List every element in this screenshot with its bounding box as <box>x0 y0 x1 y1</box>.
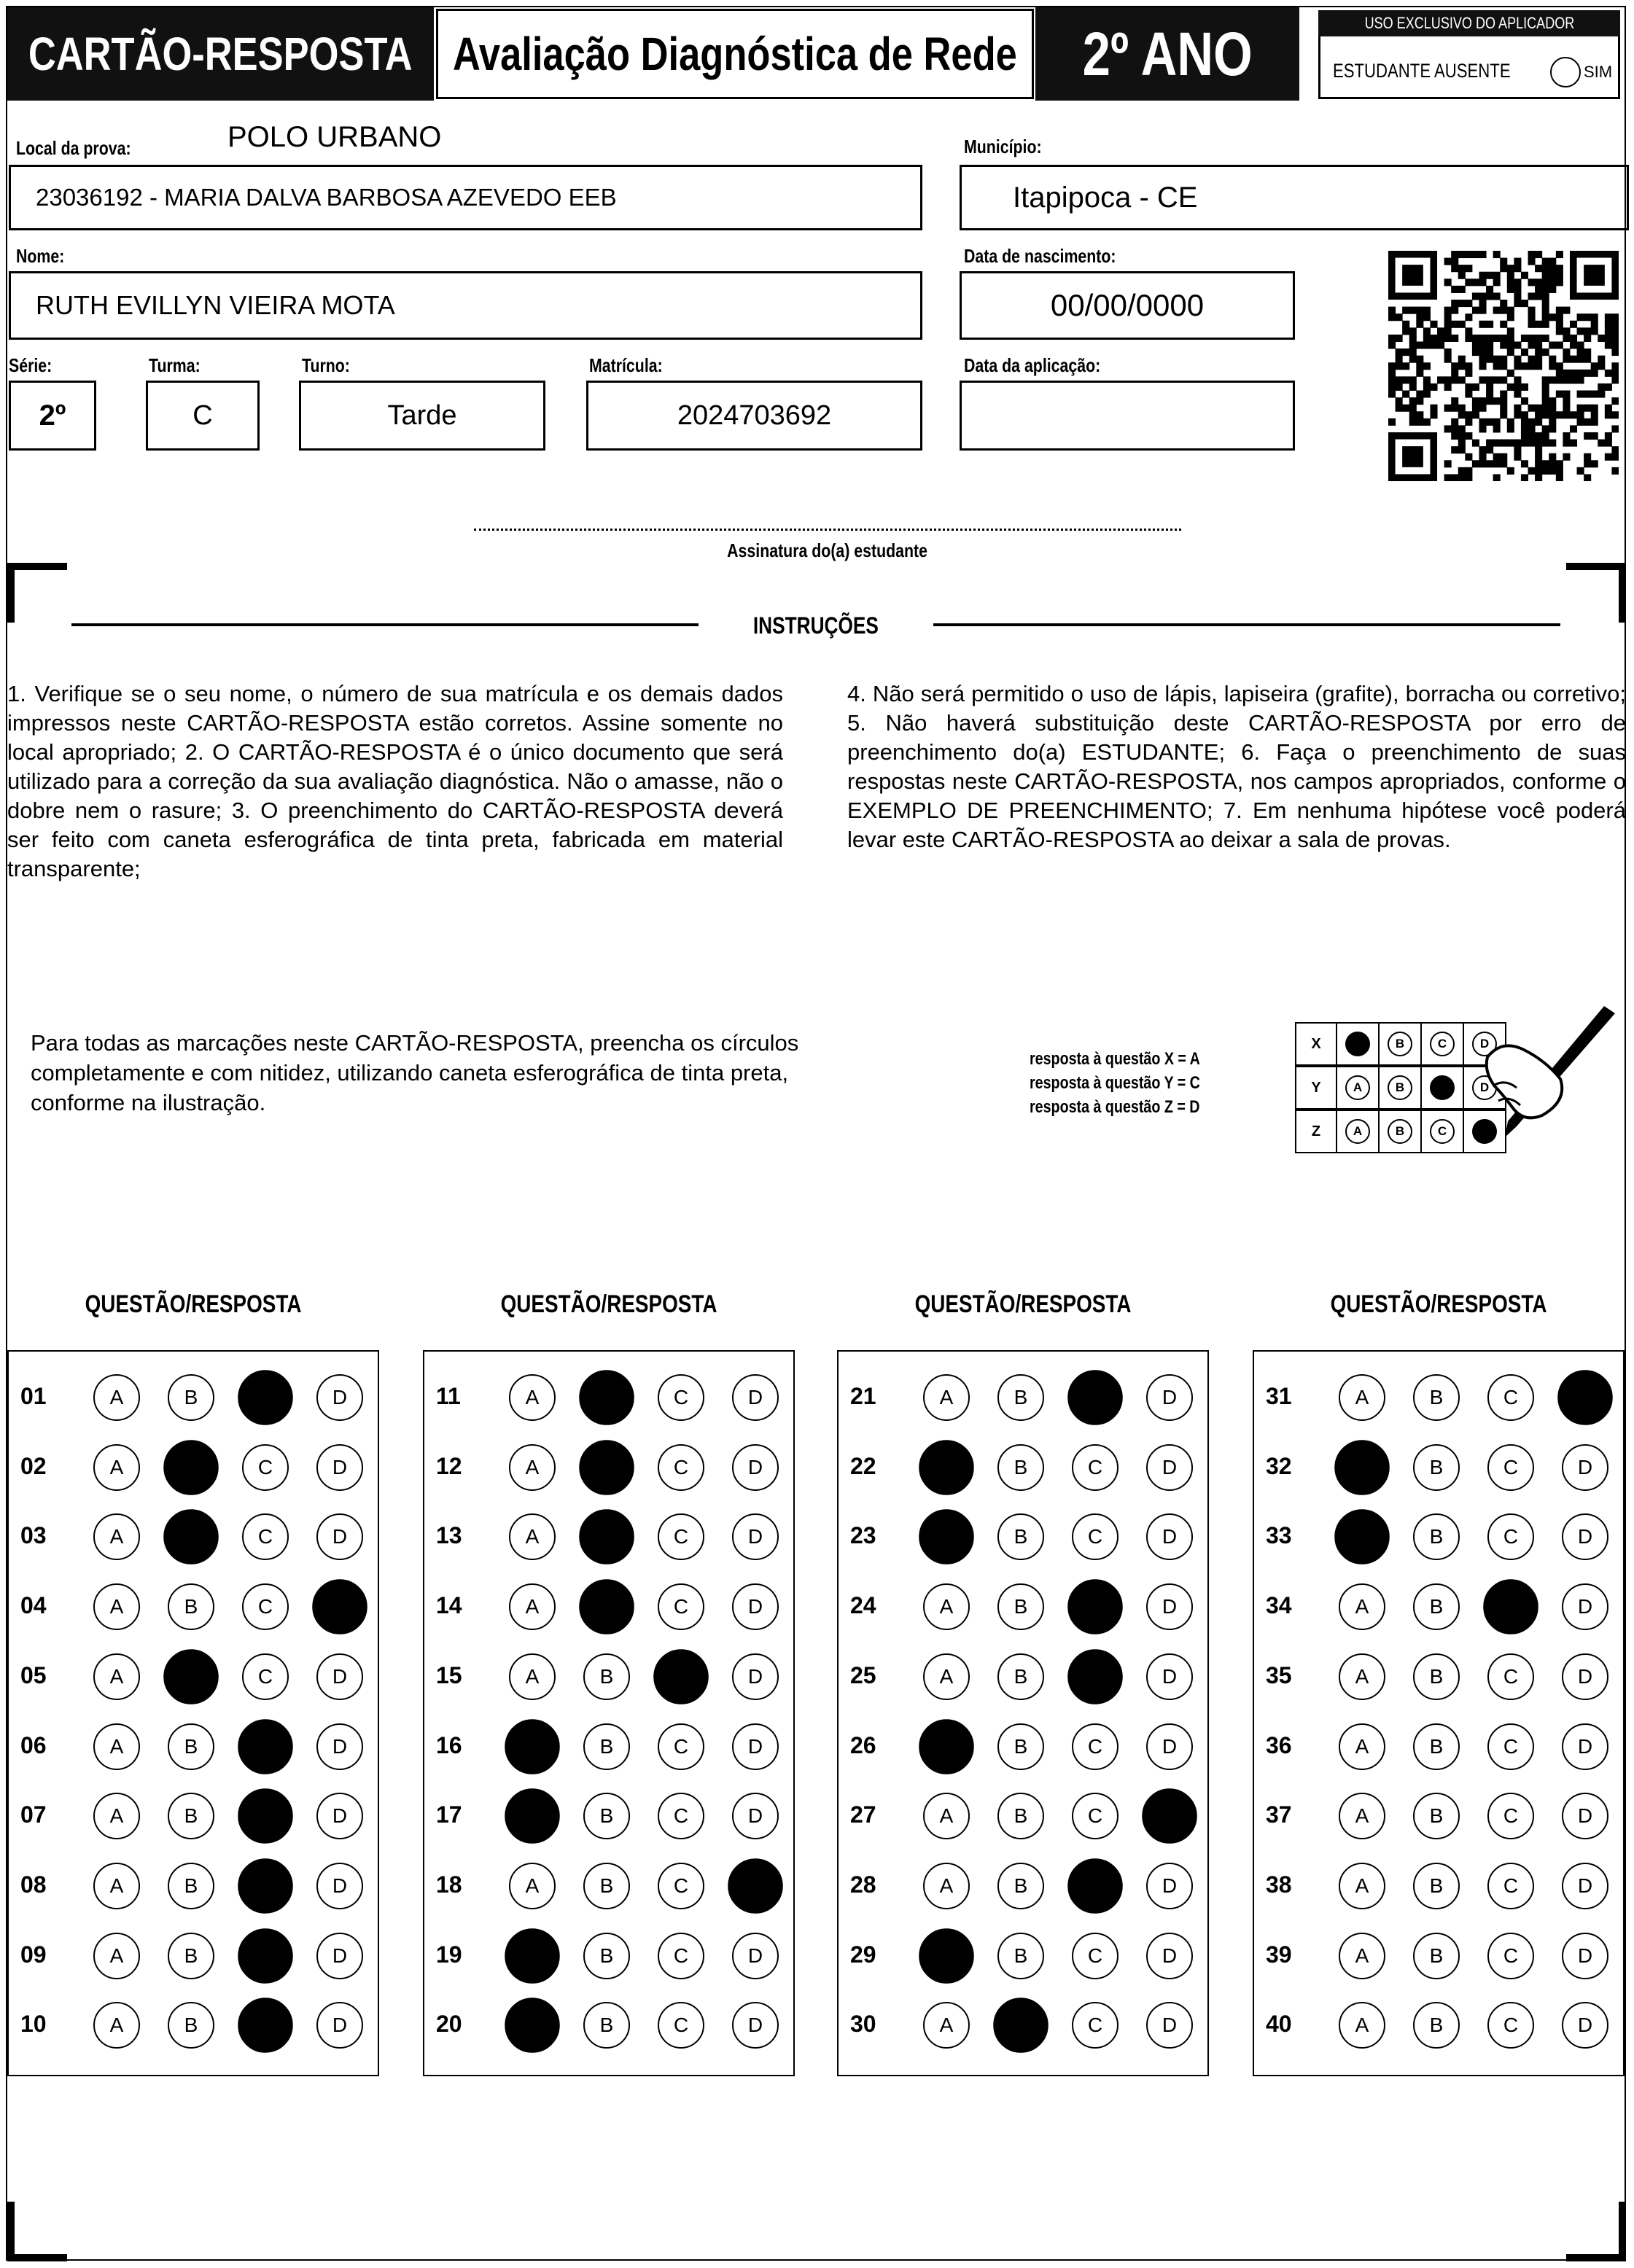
answer-bubble-q37-a[interactable]: A <box>1339 1793 1385 1839</box>
answer-bubble-q11-c[interactable]: C <box>658 1374 704 1421</box>
answer-bubble-q25-a[interactable]: A <box>923 1653 970 1700</box>
answer-bubble-q37-d[interactable]: D <box>1562 1793 1608 1839</box>
answer-bubble-q21-a[interactable]: A <box>923 1374 970 1421</box>
answer-bubble-q29-d[interactable]: D <box>1146 1933 1193 1979</box>
answer-bubble-q11-b[interactable]: B <box>579 1370 634 1425</box>
pen-hand-icon <box>1473 999 1626 1145</box>
answer-bubble-q03-b[interactable]: B <box>163 1510 219 1565</box>
answer-bubble-q28-c[interactable]: C <box>1067 1858 1123 1914</box>
answer-bubble-q09-d[interactable]: D <box>316 1933 363 1979</box>
answer-bubble-q17-b[interactable]: B <box>583 1793 630 1839</box>
qr-code-icon <box>1388 251 1619 481</box>
example-bubble-x-c: C <box>1430 1032 1455 1056</box>
answer-bubble-q40-b[interactable]: B <box>1413 2002 1460 2049</box>
answer-bubble-q40-a[interactable]: A <box>1339 2002 1385 2049</box>
answer-bubble-q39-c[interactable]: C <box>1487 1933 1534 1979</box>
example-cell <box>1336 1022 1380 1066</box>
example-line-x: resposta à questão X = A <box>1030 1049 1200 1069</box>
question-number: 03 <box>20 1522 47 1549</box>
exam-subtitle: Avaliação Diagnóstica de Rede <box>453 28 1017 80</box>
answer-bubble-q30-a[interactable]: A <box>923 2002 970 2049</box>
answer-bubble-q36-b[interactable]: B <box>1413 1723 1460 1770</box>
answer-bubble-q40-c[interactable]: C <box>1487 2002 1534 2049</box>
answer-bubble-q20-a[interactable]: A <box>505 1998 560 2054</box>
question-number: 28 <box>850 1871 876 1898</box>
answer-bubble-q19-c[interactable]: C <box>658 1933 704 1979</box>
example-line-y: resposta à questão Y = C <box>1030 1073 1200 1093</box>
example-bubble-y-d: D <box>1472 1075 1497 1100</box>
matricula-label: Matrícula: <box>589 354 663 376</box>
answer-bubble-q27-a[interactable]: A <box>923 1793 970 1839</box>
applicator-title: USO EXCLUSIVO DO APLICADOR <box>1364 14 1574 32</box>
example-bubble-z-b: B <box>1388 1119 1412 1144</box>
answer-bubble-q28-b[interactable]: B <box>997 1863 1044 1909</box>
answer-bubble-q01-d[interactable]: D <box>316 1374 363 1421</box>
answer-bubble-q12-d[interactable]: D <box>732 1444 779 1491</box>
answer-bubble-q21-d[interactable]: D <box>1146 1374 1193 1421</box>
absent-checkbox[interactable] <box>1550 57 1581 87</box>
question-number: 16 <box>436 1731 462 1758</box>
answer-bubble-q16-c[interactable]: C <box>658 1723 704 1770</box>
answer-bubble-q24-a[interactable]: A <box>923 1583 970 1630</box>
answer-bubble-q15-d[interactable]: D <box>732 1653 779 1700</box>
example-bubble-y-c <box>1430 1075 1455 1100</box>
turno-field <box>299 381 545 451</box>
nasc-label: Data de nascimento: <box>964 245 1116 267</box>
answer-bubble-q38-d[interactable]: D <box>1562 1863 1608 1909</box>
answer-bubble-q24-d[interactable]: D <box>1146 1583 1193 1630</box>
answer-bubble-q27-d[interactable]: D <box>1142 1788 1197 1844</box>
grade-block <box>1035 7 1299 101</box>
question-number: 26 <box>850 1731 876 1758</box>
question-number: 23 <box>850 1522 876 1549</box>
answer-bubble-q20-b[interactable]: B <box>583 2002 630 2049</box>
answer-bubble-q35-d[interactable]: D <box>1562 1653 1608 1700</box>
answer-bubble-q12-c[interactable]: C <box>658 1444 704 1491</box>
corner-mark-bl-v <box>7 2202 15 2261</box>
question-number: 17 <box>436 1801 462 1828</box>
question-number: 37 <box>1266 1801 1292 1828</box>
question-number: 11 <box>436 1383 461 1409</box>
answer-bubble-q23-b[interactable]: B <box>997 1513 1044 1560</box>
answer-column-header: QUESTÃO/RESPOSTA <box>500 1290 717 1318</box>
answer-bubble-q06-b[interactable]: B <box>168 1723 214 1770</box>
question-number: 04 <box>20 1592 47 1619</box>
answer-column-header: QUESTÃO/RESPOSTA <box>85 1290 302 1318</box>
answer-bubble-q04-c[interactable]: C <box>242 1583 289 1630</box>
municipio-value: Itapipoca - CE <box>1013 181 1198 214</box>
answer-bubble-q29-a[interactable]: A <box>919 1928 974 1984</box>
answer-bubble-q08-d[interactable]: D <box>316 1863 363 1909</box>
answer-bubble-q06-a[interactable]: A <box>93 1723 140 1770</box>
serie-field <box>9 381 96 451</box>
answer-bubble-q15-b[interactable]: B <box>583 1653 630 1700</box>
fill-note: Para todas as marcações neste CARTÃO-RESPOSTA, preencha os círculos completamente e com nitidez, utilizando caneta esferográfica de tinta preta, conforme na ilustração. <box>31 1030 799 1115</box>
question-number: 12 <box>436 1452 462 1479</box>
question-number: 07 <box>20 1801 47 1828</box>
question-number: 22 <box>850 1452 876 1479</box>
answer-bubble-q21-c[interactable]: C <box>1067 1370 1123 1425</box>
example-cell <box>1378 1022 1422 1066</box>
answer-bubble-q07-d[interactable]: D <box>316 1793 363 1839</box>
answer-bubble-q33-c[interactable]: C <box>1487 1513 1534 1560</box>
answer-bubble-q20-d[interactable]: D <box>732 2002 779 2049</box>
answer-bubble-q28-a[interactable]: A <box>923 1863 970 1909</box>
corner-mark-tl-v <box>7 563 15 623</box>
answer-bubble-q22-c[interactable]: C <box>1072 1444 1118 1491</box>
answer-bubble-q34-c[interactable]: C <box>1483 1579 1538 1634</box>
answer-bubble-q14-c[interactable]: C <box>658 1583 704 1630</box>
local-value: POLO URBANO <box>227 121 442 153</box>
corner-mark-tl <box>7 563 67 570</box>
serie-label: Série: <box>9 354 52 376</box>
answer-bubble-q02-d[interactable]: D <box>316 1444 363 1491</box>
answer-bubble-q13-b[interactable]: B <box>579 1510 634 1565</box>
answer-bubble-q13-c[interactable]: C <box>658 1513 704 1560</box>
corner-mark-br <box>1566 2254 1626 2261</box>
answer-bubble-q38-a[interactable]: A <box>1339 1863 1385 1909</box>
answer-bubble-q31-d[interactable]: D <box>1557 1370 1613 1425</box>
instructions-left: 1. Verifique se o seu nome, o número de sua matrícula e os demais dados impressos neste CARTÃO-RESPOSTA estão corretos. Assine somente no local apropriado; 2. O CARTÃO-RESPOSTA é o único documento que será utilizado para a correção da sua avaliação diagnóstica. Não o amasse, não o dobre nem o rasure; 3. O preenchimento do CARTÃO-RESPOSTA deverá ser feito com caneta esferográfica de tinta preta, fabricada em material transparente; <box>7 681 783 881</box>
answer-bubble-q03-a[interactable]: A <box>93 1513 140 1560</box>
answer-bubble-q16-d[interactable]: D <box>732 1723 779 1770</box>
answer-bubble-q14-b[interactable]: B <box>579 1579 634 1634</box>
answer-bubble-q23-c[interactable]: C <box>1072 1513 1118 1560</box>
example-bubble-z-c: C <box>1430 1119 1455 1144</box>
nome-value: RUTH EVILLYN VIEIRA MOTA <box>36 290 395 320</box>
question-number: 35 <box>1266 1661 1292 1688</box>
example-bubble-x-a <box>1345 1032 1370 1056</box>
answer-bubble-q15-c[interactable]: C <box>653 1649 709 1704</box>
answer-bubble-q14-d[interactable]: D <box>732 1583 779 1630</box>
answer-bubble-q30-d[interactable]: D <box>1146 2002 1193 2049</box>
answer-bubble-q31-b[interactable]: B <box>1413 1374 1460 1421</box>
answer-bubble-q31-c[interactable]: C <box>1487 1374 1534 1421</box>
answer-bubble-q17-a[interactable]: A <box>505 1788 560 1844</box>
example-legend <box>1030 1047 1237 1119</box>
title-block <box>7 7 434 101</box>
turma-label: Turma: <box>149 354 201 376</box>
question-number: 29 <box>850 1941 876 1968</box>
answer-bubble-q28-d[interactable]: D <box>1146 1863 1193 1909</box>
answer-bubble-q07-a[interactable]: A <box>93 1793 140 1839</box>
answer-bubble-q07-b[interactable]: B <box>168 1793 214 1839</box>
answer-column-header: QUESTÃO/RESPOSTA <box>914 1290 1132 1318</box>
answer-bubble-q09-b[interactable]: B <box>168 1933 214 1979</box>
question-number: 33 <box>1266 1522 1292 1549</box>
example-line-z: resposta à questão Z = D <box>1030 1097 1200 1117</box>
answer-bubble-q02-a[interactable]: A <box>93 1444 140 1491</box>
example-bubble-y-b: B <box>1388 1075 1412 1100</box>
question-number: 27 <box>850 1801 876 1828</box>
answer-bubble-q05-b[interactable]: B <box>163 1649 219 1704</box>
answer-bubble-q29-c[interactable]: C <box>1072 1933 1118 1979</box>
question-number: 32 <box>1266 1452 1292 1479</box>
example-bubble-x-d: D <box>1472 1032 1497 1056</box>
corner-mark-bl <box>7 2254 67 2261</box>
turno-label: Turno: <box>302 354 350 376</box>
corner-mark-br-v <box>1619 2202 1626 2261</box>
answer-bubble-q32-b[interactable]: B <box>1413 1444 1460 1491</box>
instructions-rule-left <box>71 623 699 626</box>
answer-bubble-q19-a[interactable]: A <box>505 1928 560 1984</box>
answer-bubble-q18-b[interactable]: B <box>583 1863 630 1909</box>
question-number: 19 <box>436 1941 462 1968</box>
answer-bubble-q32-d[interactable]: D <box>1562 1444 1608 1491</box>
answer-bubble-q39-a[interactable]: A <box>1339 1933 1385 1979</box>
answer-bubble-q32-a[interactable]: A <box>1334 1440 1390 1495</box>
answer-bubble-q34-b[interactable]: B <box>1413 1583 1460 1630</box>
answer-bubble-q08-b[interactable]: B <box>168 1863 214 1909</box>
answer-bubble-q09-c[interactable]: C <box>238 1928 293 1984</box>
answer-bubble-q27-b[interactable]: B <box>997 1793 1044 1839</box>
turma-value: C <box>192 400 213 431</box>
answer-bubble-q07-c[interactable]: C <box>238 1788 293 1844</box>
answer-bubble-q33-a[interactable]: A <box>1334 1510 1390 1565</box>
answer-bubble-q30-c[interactable]: C <box>1072 2002 1118 2049</box>
answer-bubble-q23-a[interactable]: A <box>919 1510 974 1565</box>
answer-bubble-q06-d[interactable]: D <box>316 1723 363 1770</box>
question-number: 08 <box>20 1871 47 1898</box>
answer-bubble-q19-b[interactable]: B <box>583 1933 630 1979</box>
answer-bubble-q08-a[interactable]: A <box>93 1863 140 1909</box>
example-question-x: X <box>1295 1022 1337 1066</box>
nasc-field <box>960 271 1295 340</box>
answer-bubble-q21-b[interactable]: B <box>997 1374 1044 1421</box>
answer-bubble-q13-a[interactable]: A <box>509 1513 556 1560</box>
example-bubble-y-a: A <box>1345 1075 1370 1100</box>
answer-bubble-q26-c[interactable]: C <box>1072 1723 1118 1770</box>
applicator-box <box>1314 7 1626 104</box>
answer-bubble-q33-b[interactable]: B <box>1413 1513 1460 1560</box>
answer-bubble-q04-a[interactable]: A <box>93 1583 140 1630</box>
answer-bubble-q17-d[interactable]: D <box>732 1793 779 1839</box>
answer-bubble-q05-a[interactable]: A <box>93 1653 140 1700</box>
example-cell <box>1336 1110 1380 1153</box>
answer-bubble-q24-b[interactable]: B <box>997 1583 1044 1630</box>
question-number: 24 <box>850 1592 876 1619</box>
example-bubble-x-b: B <box>1388 1032 1412 1056</box>
answer-bubble-q14-a[interactable]: A <box>509 1583 556 1630</box>
answer-bubble-q29-b[interactable]: B <box>997 1933 1044 1979</box>
answer-bubble-q22-b[interactable]: B <box>997 1444 1044 1491</box>
answer-bubble-q03-c[interactable]: C <box>242 1513 289 1560</box>
nome-label: Nome: <box>16 245 65 267</box>
answer-bubble-q18-c[interactable]: C <box>658 1863 704 1909</box>
example-cell <box>1420 1110 1464 1153</box>
answer-bubble-q35-a[interactable]: A <box>1339 1653 1385 1700</box>
answer-bubble-q22-a[interactable]: A <box>919 1440 974 1495</box>
question-number: 05 <box>20 1661 47 1688</box>
question-number: 38 <box>1266 1871 1292 1898</box>
answer-bubble-q05-c[interactable]: C <box>242 1653 289 1700</box>
answer-bubble-q26-a[interactable]: A <box>919 1719 974 1774</box>
question-number: 21 <box>850 1383 876 1409</box>
question-number: 09 <box>20 1941 47 1968</box>
answer-bubble-q04-d[interactable]: D <box>312 1579 367 1634</box>
example-cell <box>1378 1066 1422 1110</box>
question-number: 31 <box>1266 1383 1292 1409</box>
answer-bubble-q12-a[interactable]: A <box>509 1444 556 1491</box>
example-cell <box>1378 1110 1422 1153</box>
question-number: 30 <box>850 2011 876 2038</box>
answer-bubble-q36-d[interactable]: D <box>1562 1723 1608 1770</box>
answer-bubble-q36-a[interactable]: A <box>1339 1723 1385 1770</box>
question-number: 18 <box>436 1871 462 1898</box>
municipio-field <box>960 165 1629 230</box>
instructions-rule-right <box>933 623 1560 626</box>
answer-bubble-q02-b[interactable]: B <box>163 1440 219 1495</box>
example-question-y: Y <box>1295 1066 1337 1110</box>
card-title: CARTÃO-RESPOSTA <box>28 28 413 80</box>
answer-bubble-q40-d[interactable]: D <box>1562 2002 1608 2049</box>
answer-bubble-q10-d[interactable]: D <box>316 2002 363 2049</box>
answer-bubble-q34-d[interactable]: D <box>1562 1583 1608 1630</box>
answer-bubble-q36-c[interactable]: C <box>1487 1723 1534 1770</box>
answer-bubble-q09-a[interactable]: A <box>93 1933 140 1979</box>
answer-bubble-q26-d[interactable]: D <box>1146 1723 1193 1770</box>
answer-bubble-q22-d[interactable]: D <box>1146 1444 1193 1491</box>
corner-mark-tr-v <box>1619 563 1626 623</box>
answer-bubble-q26-b[interactable]: B <box>997 1723 1044 1770</box>
answer-column-header: QUESTÃO/RESPOSTA <box>1330 1290 1547 1318</box>
answer-bubble-q04-b[interactable]: B <box>168 1583 214 1630</box>
nasc-value: 00/00/0000 <box>1050 288 1205 322</box>
question-number: 14 <box>436 1592 462 1619</box>
school-field <box>9 165 922 230</box>
corner-mark-tr <box>1566 563 1626 570</box>
turno-value: Tarde <box>387 400 457 431</box>
answer-bubble-q10-c[interactable]: C <box>238 1998 293 2054</box>
answer-bubble-q15-a[interactable]: A <box>509 1653 556 1700</box>
answer-bubble-q06-c[interactable]: C <box>238 1719 293 1774</box>
answer-bubble-q32-c[interactable]: C <box>1487 1444 1534 1491</box>
example-question-z: Z <box>1295 1110 1337 1153</box>
answer-bubble-q13-d[interactable]: D <box>732 1513 779 1560</box>
answer-bubble-q34-a[interactable]: A <box>1339 1583 1385 1630</box>
municipio-label: Município: <box>964 136 1042 157</box>
subtitle-block <box>436 9 1034 99</box>
answer-bubble-q33-d[interactable]: D <box>1562 1513 1608 1560</box>
answer-bubble-q08-c[interactable]: C <box>238 1858 293 1914</box>
answer-bubble-q18-d[interactable]: D <box>728 1858 783 1914</box>
answer-bubble-q39-d[interactable]: D <box>1562 1933 1608 1979</box>
nome-field <box>9 271 922 340</box>
matricula-value: 2024703692 <box>677 400 832 431</box>
aplicacao-label: Data da aplicação: <box>964 354 1101 376</box>
signature-caption: Assinatura do(a) estudante <box>727 539 928 561</box>
answer-bubble-q37-c[interactable]: C <box>1487 1793 1534 1839</box>
answer-bubble-q02-c[interactable]: C <box>242 1444 289 1491</box>
question-number: 15 <box>436 1661 462 1688</box>
answer-bubble-q27-c[interactable]: C <box>1072 1793 1118 1839</box>
answer-bubble-q19-d[interactable]: D <box>732 1933 779 1979</box>
answer-bubble-q01-c[interactable]: C <box>238 1370 293 1425</box>
answer-bubble-q10-b[interactable]: B <box>168 2002 214 2049</box>
question-number: 10 <box>20 2011 47 2038</box>
example-cell <box>1420 1066 1464 1110</box>
answer-bubble-q10-a[interactable]: A <box>93 2002 140 2049</box>
answer-bubble-q25-d[interactable]: D <box>1146 1653 1193 1700</box>
question-number: 25 <box>850 1661 876 1688</box>
question-number: 02 <box>20 1452 47 1479</box>
answer-bubble-q30-b[interactable]: B <box>993 1998 1049 2054</box>
serie-value: 2º <box>39 399 66 432</box>
answer-bubble-q25-b[interactable]: B <box>997 1653 1044 1700</box>
aplicacao-field[interactable] <box>960 381 1295 451</box>
question-number: 34 <box>1266 1592 1292 1619</box>
answer-bubble-q38-c[interactable]: C <box>1487 1863 1534 1909</box>
example-cell <box>1336 1066 1380 1110</box>
question-number: 13 <box>436 1522 462 1549</box>
answer-bubble-q11-a[interactable]: A <box>509 1374 556 1421</box>
question-number: 06 <box>20 1731 47 1758</box>
question-number: 20 <box>436 2011 462 2038</box>
local-label: Local da prova: <box>16 137 131 159</box>
answer-bubble-q12-b[interactable]: B <box>579 1440 634 1495</box>
instructions-right: 4. Não será permitido o uso de lápis, lapiseira (grafite), borracha ou corretivo; 5. Não haverá substituição deste CARTÃO-RESPOSTA por erro de preenchimento do(a) ESTUDANTE; 6. Faça o preenchimento de suas respostas neste CARTÃO-RESPOSTA, nos campos apropriados, conforme o EXEMPLO DE PREENCHIMENTO; 7. Em nenhuma hipótese você poderá levar este CARTÃO-RESPOSTA ao deixar a sala de provas. <box>847 681 1626 852</box>
answer-bubble-q18-a[interactable]: A <box>509 1863 556 1909</box>
answer-bubble-q39-b[interactable]: B <box>1413 1933 1460 1979</box>
example-cell <box>1420 1022 1464 1066</box>
answer-bubble-q25-c[interactable]: C <box>1067 1649 1123 1704</box>
absent-option: SIM <box>1584 63 1613 81</box>
question-number: 39 <box>1266 1941 1292 1968</box>
answer-bubble-q11-d[interactable]: D <box>732 1374 779 1421</box>
answer-bubble-q16-a[interactable]: A <box>505 1719 560 1774</box>
answer-bubble-q35-b[interactable]: B <box>1413 1653 1460 1700</box>
question-number: 01 <box>20 1383 47 1409</box>
answer-bubble-q23-d[interactable]: D <box>1146 1513 1193 1560</box>
absent-label: ESTUDANTE AUSENTE <box>1333 60 1511 82</box>
answer-bubble-q01-a[interactable]: A <box>93 1374 140 1421</box>
answer-bubble-q37-b[interactable]: B <box>1413 1793 1460 1839</box>
answer-bubble-q05-d[interactable]: D <box>316 1653 363 1700</box>
answer-bubble-q20-c[interactable]: C <box>658 2002 704 2049</box>
answer-bubble-q17-c[interactable]: C <box>658 1793 704 1839</box>
answer-bubble-q03-d[interactable]: D <box>316 1513 363 1560</box>
matricula-field <box>586 381 922 451</box>
answer-bubble-q35-c[interactable]: C <box>1487 1653 1534 1700</box>
turma-field <box>146 381 260 451</box>
answer-bubble-q24-c[interactable]: C <box>1067 1579 1123 1634</box>
answer-bubble-q31-a[interactable]: A <box>1339 1374 1385 1421</box>
signature-line[interactable] <box>474 529 1181 531</box>
instructions-title: INSTRUÇÕES <box>752 612 879 639</box>
answer-bubble-q16-b[interactable]: B <box>583 1723 630 1770</box>
example-bubble-z-a: A <box>1345 1119 1370 1144</box>
grade-label: 2º ANO <box>1082 19 1253 88</box>
school-value: 23036192 - MARIA DALVA BARBOSA AZEVEDO EEB <box>36 184 617 211</box>
answer-bubble-q38-b[interactable]: B <box>1413 1863 1460 1909</box>
question-number: 36 <box>1266 1731 1292 1758</box>
answer-bubble-q01-b[interactable]: B <box>168 1374 214 1421</box>
question-number: 40 <box>1266 2011 1292 2038</box>
